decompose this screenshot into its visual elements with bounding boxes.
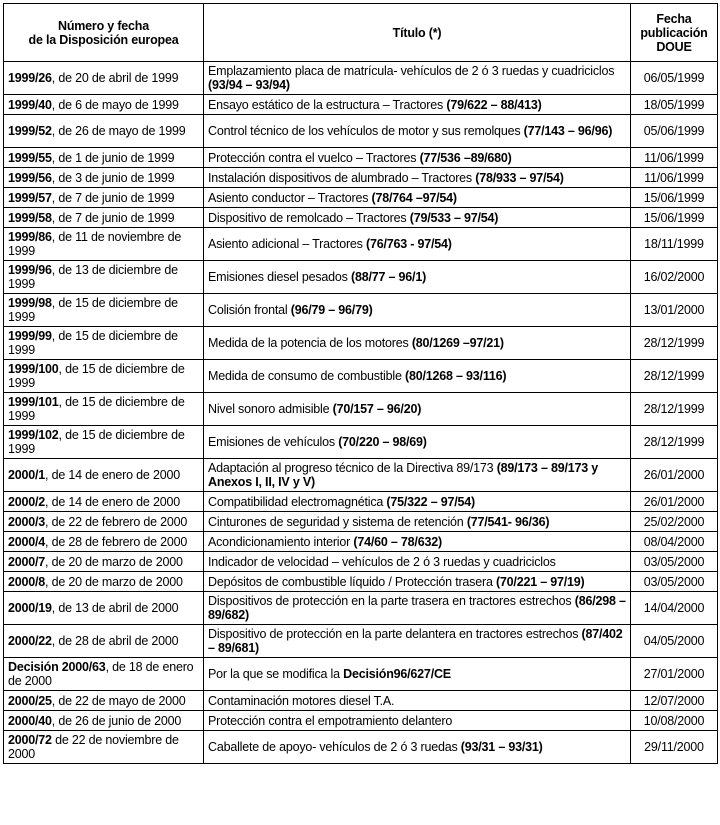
cell-title	[204, 261, 631, 294]
cell-number-date	[4, 459, 204, 492]
cell-publication-date: 25/02/2000	[631, 512, 718, 532]
directive-date: , de 28 de abril de 2000	[51, 634, 179, 648]
title-text: Caballete de apoyo- vehículos de 2 ó 3 ruedas	[208, 740, 461, 754]
title-text: Cinturones de seguridad y sistema de retención	[208, 514, 467, 529]
cell-number-date	[4, 691, 204, 711]
header-number-date: Número y fecha de la Disposición europea	[4, 4, 204, 62]
table-row	[4, 492, 718, 512]
title-text: Emisiones de vehículos	[208, 435, 339, 449]
title-text: Adaptación al progreso técnico de la Directiva 89/173	[208, 461, 497, 475]
directive-number: 1999/101	[8, 395, 59, 409]
cell-number-date	[4, 658, 204, 691]
table-row	[4, 532, 718, 552]
table-row	[4, 168, 718, 188]
header-row	[4, 4, 718, 62]
title-text: Dispositivo de protección en la parte delantera en tractores estrechos	[208, 627, 582, 641]
cell-title	[204, 459, 631, 492]
directive-number: 1999/26	[8, 71, 52, 85]
cell-number-date	[4, 532, 204, 552]
directive-date: , de 1 de junio de 1999	[51, 150, 175, 165]
cell-title	[204, 512, 631, 532]
table-row	[4, 188, 718, 208]
title-text: Acondicionamiento interior	[208, 534, 354, 549]
directive-date: , de 3 de junio de 1999	[51, 170, 175, 185]
cell-publication-date: 28/12/1999	[631, 426, 718, 459]
directive-codes: (80/1268 – 93/116)	[405, 369, 507, 383]
cell-number-date	[4, 592, 204, 625]
title-text: Compatibilidad electromagnética	[208, 494, 387, 509]
cell-number-date	[4, 393, 204, 426]
directive-number: 1999/58	[8, 210, 52, 225]
directive-number: 2000/22	[8, 634, 52, 648]
table-row	[4, 625, 718, 658]
header-title: Título (*)	[204, 4, 631, 62]
table-row	[4, 512, 718, 532]
title-text: Protección contra el vuelco – Tractores	[208, 150, 420, 165]
table-row	[4, 148, 718, 168]
table-row	[4, 572, 718, 592]
cell-publication-date: 13/01/2000	[631, 294, 718, 327]
cell-number-date	[4, 62, 204, 95]
directive-codes: (88/77 – 96/1)	[351, 270, 427, 284]
cell-number-date	[4, 327, 204, 360]
cell-title	[204, 148, 631, 168]
title-text: Emplazamiento placa de matrícula- vehículos de 2 ó 3 ruedas y cuadriciclos	[208, 64, 615, 78]
directive-date: , de 15 de diciembre de 1999	[8, 362, 185, 390]
cell-publication-date: 27/01/2000	[631, 658, 718, 691]
directive-date: , de 20 de marzo de 2000	[45, 554, 183, 569]
cell-publication-date: 29/11/2000	[631, 731, 718, 764]
directive-codes: (78/933 – 97/54)	[475, 170, 564, 185]
directive-codes: (79/622 – 88/413)	[446, 97, 542, 112]
cell-number-date	[4, 115, 204, 148]
table-row	[4, 658, 718, 691]
directive-number: 2000/40	[8, 713, 52, 728]
cell-publication-date: 26/01/2000	[631, 459, 718, 492]
cell-number-date	[4, 261, 204, 294]
cell-publication-date: 26/01/2000	[631, 492, 718, 512]
directive-number: 2000/8	[8, 574, 46, 589]
directive-number: 1999/96	[8, 263, 52, 277]
cell-title	[204, 691, 631, 711]
table-row	[4, 208, 718, 228]
directive-number: 1999/86	[8, 230, 52, 244]
cell-title	[204, 426, 631, 459]
cell-publication-date: 11/06/1999	[631, 168, 718, 188]
title-text: Ensayo estático de la estructura – Tractores	[208, 97, 447, 112]
cell-number-date	[4, 228, 204, 261]
cell-publication-date: 14/04/2000	[631, 592, 718, 625]
directive-date: , de 15 de diciembre de 1999	[8, 395, 185, 423]
directive-codes: (87/402 – 89/681)	[208, 627, 623, 655]
directive-codes: (77/541- 96/36)	[466, 514, 550, 529]
directive-codes: (70/221 – 97/19)	[495, 574, 585, 589]
directive-date: , de 13 de diciembre de 1999	[8, 263, 178, 291]
cell-publication-date: 03/05/2000	[631, 552, 718, 572]
directive-date: , de 11 de noviembre de 1999	[8, 230, 182, 258]
cell-number-date	[4, 512, 204, 532]
title-text: Protección contra el empotramiento delantero	[208, 713, 453, 728]
cell-number-date	[4, 188, 204, 208]
directive-codes: (74/60 – 78/632)	[353, 534, 442, 549]
cell-title	[204, 592, 631, 625]
directive-date: , de 22 de mayo de 2000	[51, 693, 186, 708]
cell-number-date	[4, 625, 204, 658]
cell-title	[204, 62, 631, 95]
directive-codes: (77/536 –89/680)	[419, 150, 512, 165]
directive-number: 1999/56	[8, 170, 52, 185]
directive-date: , de 6 de mayo de 1999	[51, 97, 179, 112]
directive-number: 2000/2	[8, 494, 46, 509]
directive-date: , de 26 de mayo de 1999	[51, 124, 186, 138]
directive-date: , de 22 de febrero de 2000	[45, 514, 188, 529]
table-row	[4, 552, 718, 572]
directive-date: de 22 de noviembre de 2000	[8, 733, 179, 761]
table-row	[4, 95, 718, 115]
directive-number: 1999/98	[8, 296, 52, 310]
cell-number-date	[4, 552, 204, 572]
directive-date: , de 26 de junio de 2000	[51, 713, 182, 728]
title-text: Depósitos de combustible líquido / Protección trasera	[208, 574, 496, 589]
cell-title	[204, 188, 631, 208]
cell-publication-date: 16/02/2000	[631, 261, 718, 294]
cell-number-date	[4, 294, 204, 327]
cell-publication-date: 18/05/1999	[631, 95, 718, 115]
title-text: Dispositivos de protección en la parte trasera en tractores estrechos	[208, 594, 575, 608]
directive-date: , de 28 de febrero de 2000	[45, 534, 188, 549]
cell-number-date	[4, 148, 204, 168]
cell-publication-date: 05/06/1999	[631, 115, 718, 148]
cell-publication-date: 28/12/1999	[631, 360, 718, 393]
title-text: Indicador de velocidad – vehículos de 2 ó 3 ruedas y cuadriciclos	[208, 554, 556, 569]
title-text: Emisiones diesel pesados	[208, 270, 351, 284]
directive-number: 1999/55	[8, 150, 52, 165]
cell-publication-date: 15/06/1999	[631, 188, 718, 208]
table-row	[4, 426, 718, 459]
cell-title	[204, 393, 631, 426]
table-row	[4, 592, 718, 625]
directive-number: 1999/99	[8, 329, 52, 343]
cell-title	[204, 327, 631, 360]
title-text: Asiento adicional – Tractores	[208, 237, 366, 251]
cell-title	[204, 552, 631, 572]
cell-title	[204, 228, 631, 261]
cell-number-date	[4, 95, 204, 115]
table-row	[4, 62, 718, 95]
directive-codes: (76/763 - 97/54)	[365, 237, 452, 251]
directive-number: 2000/72	[8, 733, 52, 747]
cell-number-date	[4, 426, 204, 459]
cell-publication-date: 18/11/1999	[631, 228, 718, 261]
directive-codes: (93/31 – 93/31)	[460, 740, 543, 754]
cell-title	[204, 658, 631, 691]
directive-number: 1999/52	[8, 124, 52, 138]
directive-date: , de 20 de abril de 1999	[51, 71, 179, 85]
directive-date: , de 14 de enero de 2000	[45, 468, 180, 482]
cell-title	[204, 532, 631, 552]
cell-title	[204, 294, 631, 327]
cell-title	[204, 95, 631, 115]
cell-publication-date: 28/12/1999	[631, 327, 718, 360]
table-row	[4, 261, 718, 294]
directive-codes: (93/94 – 93/94)	[208, 78, 290, 92]
directive-date: , de 20 de marzo de 2000	[45, 574, 183, 589]
table-row	[4, 327, 718, 360]
directive-date: , de 7 de junio de 1999	[51, 210, 175, 225]
cell-publication-date: 28/12/1999	[631, 393, 718, 426]
directive-number: Decisión 2000/63	[8, 660, 106, 674]
cell-publication-date: 06/05/1999	[631, 62, 718, 95]
directive-number: 2000/1	[8, 468, 46, 482]
cell-title	[204, 360, 631, 393]
table-row	[4, 360, 718, 393]
cell-number-date	[4, 711, 204, 731]
directive-codes: (86/298 –89/682)	[208, 594, 626, 622]
directive-number: 1999/57	[8, 190, 52, 205]
cell-number-date	[4, 360, 204, 393]
cell-title	[204, 115, 631, 148]
table-row	[4, 228, 718, 261]
table-row	[4, 294, 718, 327]
directive-number: 2000/7	[8, 554, 46, 569]
directive-codes: (80/1269 –97/21)	[411, 336, 504, 350]
cell-title	[204, 731, 631, 764]
cell-title	[204, 711, 631, 731]
cell-title	[204, 572, 631, 592]
directive-number: 2000/25	[8, 693, 52, 708]
directive-number: 2000/3	[8, 514, 46, 529]
title-text: Colisión frontal	[208, 303, 291, 317]
cell-publication-date: 04/05/2000	[631, 625, 718, 658]
cell-publication-date: 08/04/2000	[631, 532, 718, 552]
directive-date: , de 18 de enero de 2000	[8, 660, 194, 688]
directive-codes: (70/220 – 98/69)	[338, 435, 427, 449]
title-text: Por la que se modifica la	[208, 667, 344, 681]
header-publication-date: Fecha publicación DOUE	[631, 4, 718, 62]
cell-publication-date: 15/06/1999	[631, 208, 718, 228]
title-text: Medida de consumo de combustible	[208, 369, 405, 383]
directive-codes: (79/533 – 97/54)	[409, 210, 499, 225]
cell-number-date	[4, 208, 204, 228]
table-row	[4, 393, 718, 426]
title-text: Asiento conductor – Tractores	[208, 190, 372, 205]
table-row	[4, 115, 718, 148]
directive-number: 1999/102	[8, 428, 59, 442]
title-text: Contaminación motores diesel T.A.	[208, 693, 395, 708]
directive-codes: (75/322 – 97/54)	[386, 494, 475, 509]
directive-codes: (96/79 – 96/79)	[290, 303, 373, 317]
cell-number-date	[4, 168, 204, 188]
table-row	[4, 691, 718, 711]
directive-date: , de 15 de diciembre de 1999	[8, 329, 178, 357]
cell-number-date	[4, 731, 204, 764]
directive-date: , de 13 de abril de 2000	[51, 601, 179, 615]
title-text: Medida de la potencia de los motores	[208, 336, 412, 350]
cell-title	[204, 168, 631, 188]
directive-codes: (89/173 – 89/173 y Anexos I, II, IV y V)	[208, 461, 599, 489]
cell-publication-date: 03/05/2000	[631, 572, 718, 592]
directive-codes: Decisión96/627/CE	[343, 667, 451, 681]
title-text: Dispositivo de remolcado – Tractores	[208, 210, 410, 225]
directive-date: , de 15 de diciembre de 1999	[8, 428, 185, 456]
cell-number-date	[4, 572, 204, 592]
directive-date: , de 14 de enero de 2000	[45, 494, 180, 509]
directives-table	[3, 3, 718, 764]
directive-number: 2000/4	[8, 534, 46, 549]
directive-number: 1999/40	[8, 97, 52, 112]
directive-date: , de 15 de diciembre de 1999	[8, 296, 178, 324]
directive-codes: (78/764 –97/54)	[371, 190, 457, 205]
title-text: Instalación dispositivos de alumbrado – Tractores	[208, 170, 476, 185]
cell-title	[204, 625, 631, 658]
cell-title	[204, 492, 631, 512]
cell-publication-date: 12/07/2000	[631, 691, 718, 711]
title-text: Nivel sonoro admisible	[208, 402, 333, 416]
cell-title	[204, 208, 631, 228]
table-row	[4, 731, 718, 764]
directive-date: , de 7 de junio de 1999	[51, 190, 175, 205]
cell-publication-date: 11/06/1999	[631, 148, 718, 168]
directive-number: 1999/100	[8, 362, 59, 376]
directive-codes: (70/157 – 96/20)	[332, 402, 422, 416]
table-body	[4, 62, 718, 764]
cell-number-date	[4, 492, 204, 512]
table-row	[4, 459, 718, 492]
title-text: Control técnico de los vehículos de motor y sus remolques	[208, 124, 524, 138]
directive-number: 2000/19	[8, 601, 52, 615]
table-row	[4, 711, 718, 731]
cell-publication-date: 10/08/2000	[631, 711, 718, 731]
directive-codes: (77/143 – 96/96)	[523, 124, 613, 138]
